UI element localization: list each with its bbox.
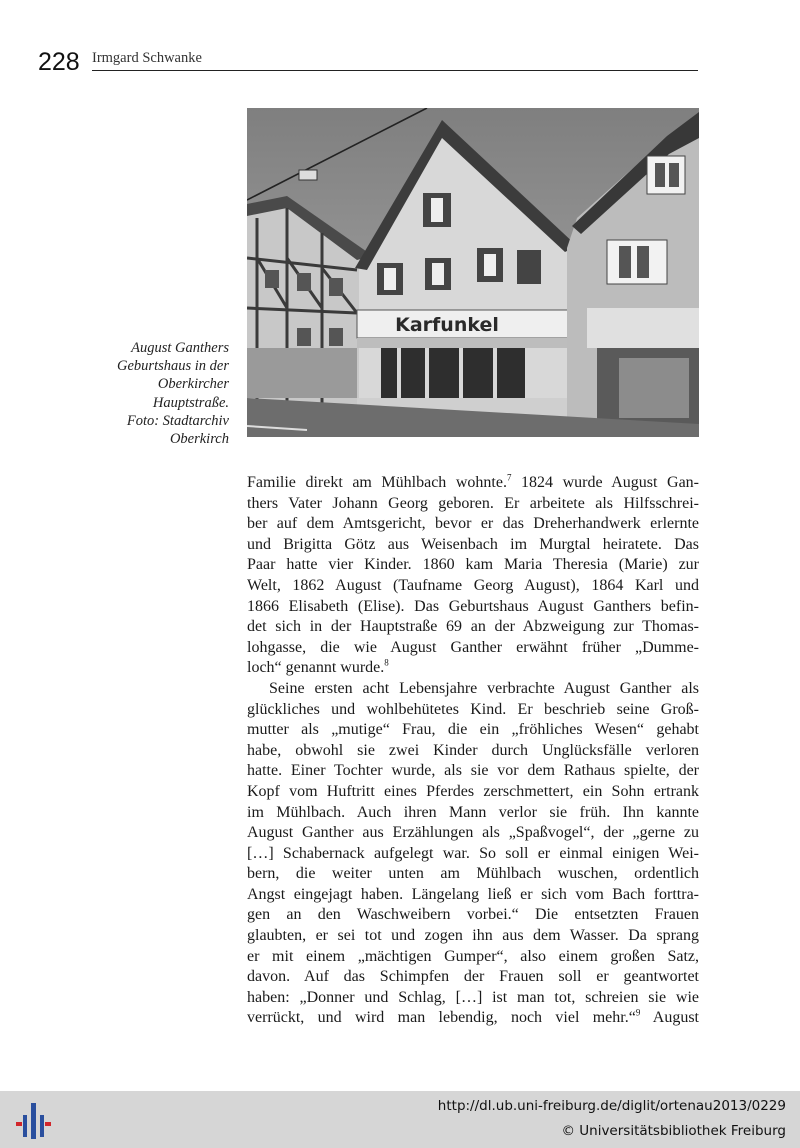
body-line: glaubten, er sei tot und zogen ihn aus dem Wasser. Da sprang — [247, 927, 699, 945]
body-line: Seine ersten acht Lebensjahre verbrachte August Ganther als — [269, 679, 699, 697]
body-line: […] Schabernack aufgelegt war. So soll er einmal einigen Wei- — [247, 844, 699, 862]
shop-sign-karfunkel: Karfunkel — [395, 314, 499, 336]
header-rule — [92, 70, 698, 71]
caption-line: Oberkirch — [169, 431, 229, 448]
footnote-marker: 8 — [384, 658, 389, 669]
body-line: im Mühlbach. Auch ihren Mann verlor sie früh. Ihn kannte — [247, 803, 699, 821]
body-line: ber auf dem Amtsgericht, bevor er das Dreherhandwerk erlernte — [247, 515, 699, 533]
body-line: det sich in der Hauptstraße 69 an der Abzweigung zur Thomas- — [247, 618, 699, 636]
body-line-text: 1824 wurde August Gan- — [511, 474, 699, 491]
body-line: und Brigitta Götz aus Weisenbach im Murgtal heiratete. Das — [247, 535, 699, 553]
body-line: habe, obwohl sie zwei Kinder durch Unglücksfälle verloren — [247, 741, 699, 759]
digital-library-footer — [0, 1091, 800, 1148]
body-line: Paar hatte vier Kinder. 1860 kam Maria Theresia (Marie) zur — [247, 556, 699, 574]
body-text — [247, 473, 699, 1029]
caption-line: Hauptstraße. — [152, 394, 229, 411]
body-line — [247, 1008, 699, 1029]
body-line — [247, 473, 699, 494]
body-line-text: Familie direkt am Mühlbach wohnte. — [247, 474, 507, 491]
body-line — [247, 658, 699, 679]
body-line: thers Vater Johann Georg geboren. Er arbeitete als Hilfsschrei- — [247, 494, 699, 512]
house-photo-illustration — [247, 108, 699, 437]
copyright-notice: © Universitätsbibliothek Freiburg — [561, 1123, 786, 1139]
body-line: bern, die weiter unten am Mühlbach wuschen, ordentlich — [247, 865, 699, 883]
running-header — [38, 46, 698, 76]
body-line: haben: „Donner und Schlag, […] ist man tot, schreien sie wie — [247, 988, 699, 1006]
body-line-text: verrückt, und wird man lebendig, noch viel mehr.“ — [247, 1009, 636, 1027]
figure-photo — [247, 108, 699, 437]
figure-caption — [90, 339, 229, 448]
body-line: August Ganther aus Erzählungen als „Spaßvogel“, der „gerne zu — [247, 824, 699, 842]
body-line: er mit einem „mächtigen Gumper“, also einem großen Satz, — [247, 947, 699, 965]
body-line-text: loch“ genannt wurde. — [247, 659, 385, 677]
page-number: 228 — [38, 48, 80, 76]
body-line: davon. Auf das Schimpfen der Frauen soll er geantwortet — [247, 968, 699, 986]
running-head-author: Irmgard Schwanke — [92, 50, 202, 66]
caption-line: Geburtshaus in der — [117, 358, 229, 375]
body-line-text: August — [640, 1009, 699, 1027]
document-url-link[interactable]: http://dl.ub.uni-freiburg.de/diglit/ortenau2013/0229 — [437, 1098, 786, 1114]
ub-freiburg-logo-icon — [14, 1101, 54, 1141]
body-line: lohgasse, die wie August Ganther erwähnt früher „Dumme- — [247, 638, 699, 656]
caption-line: Foto: Stadtarchiv — [126, 412, 229, 429]
body-line: hatte. Einer Tochter wurde, als sie vor dem Rathaus spielte, der — [247, 762, 699, 780]
body-line: glückliches und wohlbehütetes Kind. Er beschrieb seine Groß- — [247, 700, 699, 718]
body-line: mutter als „mutige“ Frau, die ein „fröhliches Wesen“ gehabt — [247, 721, 699, 739]
caption-line: August Ganthers — [131, 340, 229, 356]
body-line: 1866 Elisabeth (Elise). Das Geburtshaus August Ganthers befin- — [247, 597, 699, 615]
footnote-marker: 7 — [506, 472, 512, 483]
body-line: Welt, 1862 August (Taufname Georg August), 1864 Karl und — [247, 576, 699, 594]
footnote-marker: 9 — [635, 1008, 641, 1019]
body-line: Kopf vom Huftritt eines Pferdes zerschmettert, ein Sohn ertrank — [247, 782, 699, 800]
body-line: gen an den Waschweibern vorbei.“ Die entsetzten Frauen — [247, 906, 699, 924]
body-line: Angst eingejagt haben. Längelang ließ er sich vom Bach forttra- — [247, 885, 699, 903]
caption-line: Oberkircher — [157, 376, 229, 393]
